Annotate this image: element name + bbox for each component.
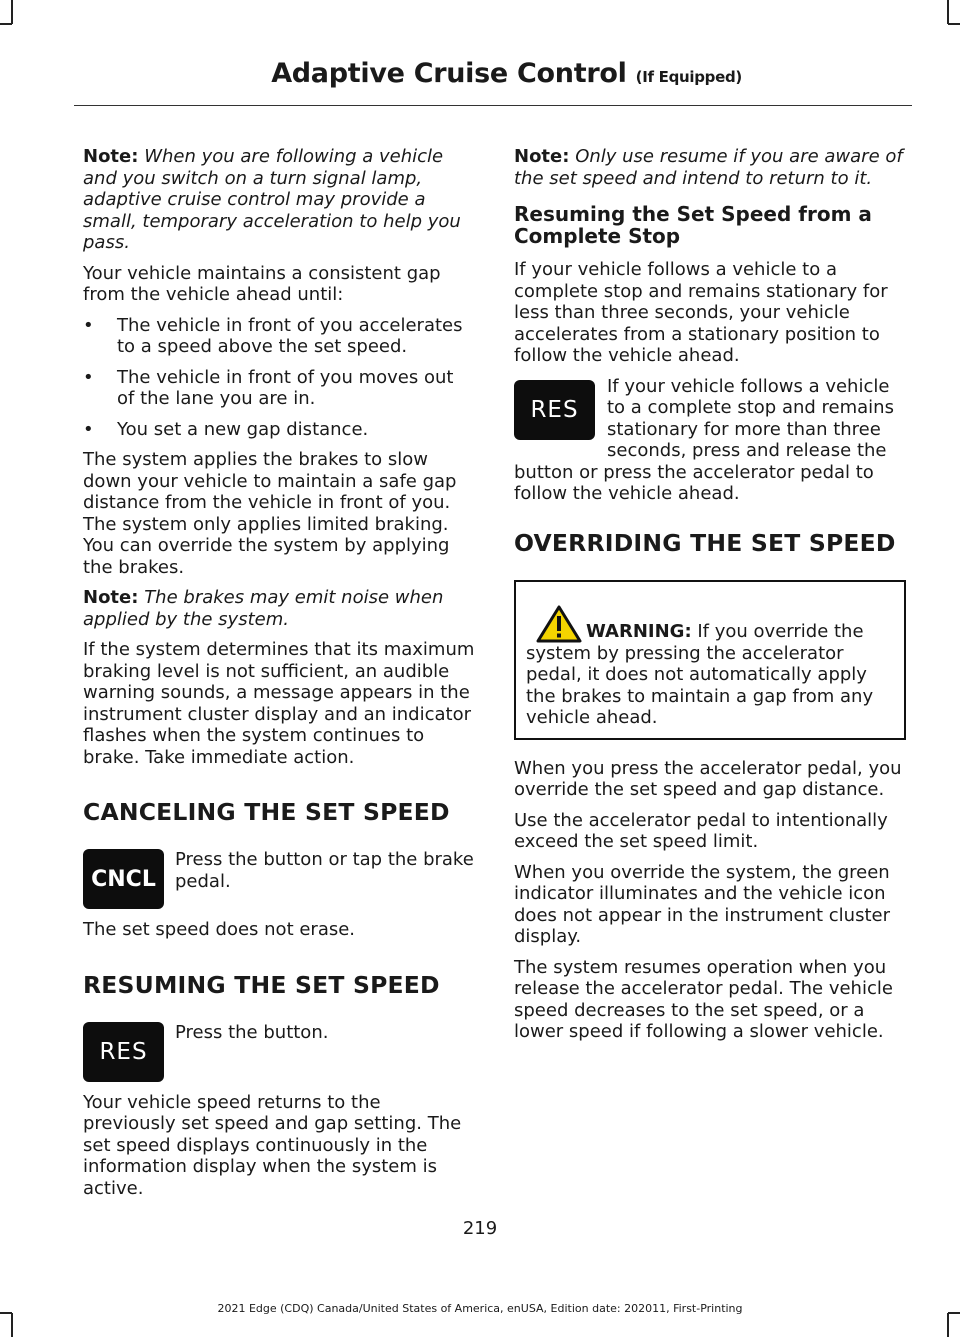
note-label: Note: — [83, 587, 139, 608]
crop-mark — [11, 1313, 13, 1337]
complete-stop-heading: Resuming the Set Speed from a Complete Stop — [514, 202, 872, 248]
crop-mark — [948, 23, 960, 25]
note-brake-noise — [83, 587, 475, 630]
warning-paragraph — [526, 605, 892, 729]
max-brake-paragraph: If the system determines that its maximum braking level is not sufficient, an audible warning sounds, a message appears in the instrument cluster display and an indicator flashes when the system continues to brake. Take immediate action. — [83, 639, 475, 768]
resume-text: Press the button. — [175, 1021, 329, 1043]
note-resume — [514, 146, 906, 189]
res-button-icon: RES — [83, 1022, 164, 1082]
warning-triangle-icon — [536, 605, 582, 643]
note-label: Note: — [514, 146, 570, 167]
complete-stop-icon-text: If your vehicle follows a vehicle to a complete stop and remains stationary for more than three seconds, press and release the button or press the accelerator pedal to follow the vehicle ahead. — [514, 375, 894, 504]
note-turn-signal — [83, 146, 475, 254]
cncl-button-icon: CNCL — [83, 849, 164, 909]
crop-mark — [11, 0, 13, 24]
canceling-heading: CANCELING THE SET SPEED — [83, 798, 450, 826]
overriding-heading: OVERRIDING THE SET SPEED — [514, 528, 896, 557]
crop-mark — [0, 23, 12, 25]
header-rule — [74, 105, 912, 106]
warning-box — [514, 580, 906, 740]
cancel-note: The set speed does not erase. — [83, 919, 356, 940]
override-paragraph-4: The system resumes operation when you release the accelerator pedal. The vehicle speed decreases to the set speed, or a lower speed if following a slower vehicle. — [514, 956, 893, 1042]
note-text: The brakes may emit noise when applied by the system. — [83, 587, 444, 630]
override-paragraph-1: When you press the accelerator pedal, you override the set speed and gap distance. — [514, 757, 902, 800]
override-paragraph-2: Use the accelerator pedal to intentionally exceed the set speed limit. — [514, 809, 888, 852]
gap-conditions-list — [83, 315, 475, 441]
cancel-text: Press the button or tap the brake pedal. — [175, 849, 474, 892]
resuming-heading: RESUMING THE SET SPEED — [83, 970, 440, 999]
right-column — [514, 146, 906, 1052]
list-item: • The vehicle in front of you moves out of the lane you are in. — [83, 367, 475, 410]
resume-paragraph: Your vehicle speed returns to the previously set speed and gap setting. The set speed displays continuously in the information display when the system is active. — [83, 1091, 462, 1199]
header-qualifier: (If Equipped) — [635, 68, 742, 86]
brakes-paragraph: The system applies the brakes to slow down your vehicle to maintain a safe gap distance from the vehicle in front of you. The system only applies limited braking. You can override the system by applying the brakes. — [83, 449, 457, 578]
page-number: 219 — [462, 1218, 498, 1239]
warning-label: WARNING: — [586, 620, 692, 642]
cancel-instruction — [83, 849, 475, 909]
complete-stop-paragraph: If your vehicle follows a vehicle to a complete stop and remains stationary for less than three seconds, your vehicle accelerates from a stationary position to follow the vehicle ahead. — [514, 259, 888, 366]
list-item: • The vehicle in front of you accelerates to a speed above the set speed. — [83, 315, 475, 358]
res-button-icon: RES — [514, 380, 595, 440]
left-column — [83, 146, 475, 1208]
resume-instruction — [83, 1022, 475, 1082]
override-paragraph-3: When you override the system, the green indicator illuminates and the vehicle icon does not appear in the instrument cluster display. — [514, 861, 890, 947]
crop-mark — [947, 1313, 949, 1337]
complete-stop-instruction — [514, 376, 906, 505]
note-text: Only use resume if you are aware of the set speed and intend to return to it. — [514, 146, 903, 189]
note-label: Note: — [83, 146, 139, 167]
warning-text: If you override the system by pressing the accelerator pedal, it does not automatically apply the brakes to maintain a gap from any vehicle ahead. — [526, 620, 874, 728]
footer-edition-info: 2021 Edge (CDQ) Canada/United States of America, enUSA, Edition date: 202011, First-Printing — [217, 1302, 743, 1315]
crop-mark — [947, 0, 949, 24]
list-item: • You set a new gap distance. — [83, 419, 475, 441]
note-text: When you are following a vehicle and you switch on a turn signal lamp, adaptive cruise control may provide a small, temporary acceleration to help you pass. — [83, 146, 461, 253]
header-title-text: Adaptive Cruise Control — [271, 58, 627, 89]
page-header-title — [271, 58, 742, 89]
gap-intro: Your vehicle maintains a consistent gap from the vehicle ahead until: — [83, 262, 441, 305]
